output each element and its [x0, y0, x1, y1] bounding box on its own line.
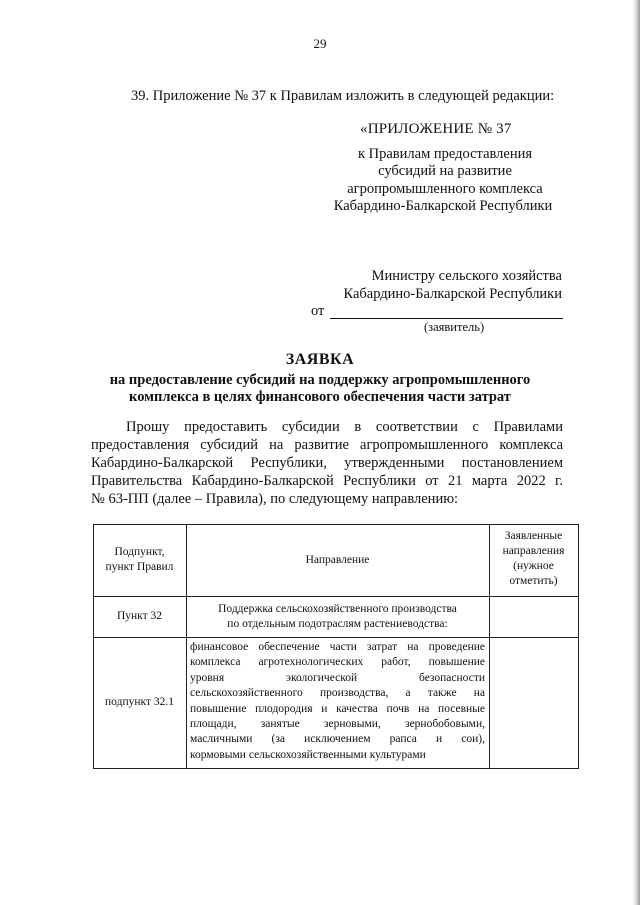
table-border — [93, 637, 579, 638]
table-cell-direction: Поддержка сельскохозяйственного производства по отдельным подотраслям растениеводства: — [218, 603, 457, 630]
table-border — [93, 524, 579, 525]
appendix-line: к Правилам предоставления — [357, 146, 533, 162]
intro-line: 39. Приложение № 37 к Правилам изложить в следующей редакции: — [131, 88, 555, 104]
page-number: 29 — [313, 36, 327, 51]
header-cell-clause: Подпункт, пункт Правил — [105, 546, 174, 573]
header-cell-direction: Направление — [305, 554, 370, 566]
header-cell-declared: Заявленные направления (нужное отметить) — [502, 530, 565, 587]
applicant-caption: (заявитель) — [424, 320, 485, 334]
paragraph-line: Правительства Кабардино-Балкарской Республики от 21 марта 2022 г. — [91, 473, 563, 489]
addressee-line: Кабардино-Балкарской Республики — [343, 286, 562, 302]
table-cell-direction: финансовое обеспечение части затрат на проведение комплекса агротехнологических работ, повышение уровня экологической безопасности сельскохозяйственного производства, а также на повышение плодородия и качества почв на посевные площади, занятые зерновыми, зернобобовыми, масличными (за исключением рапса и сои), кормовыми сельскохозяйственными культурами — [190, 641, 485, 761]
document-subtitle: на предоставление субсидий на поддержку агропромышленного — [109, 372, 531, 388]
table-border — [578, 524, 579, 769]
appendix-title: «ПРИЛОЖЕНИЕ № 37 — [360, 121, 512, 137]
paragraph-line: Кабардино-Балкарской Республики, утвержденными постановлением — [91, 455, 563, 471]
table-border — [93, 596, 579, 597]
from-label: от — [311, 303, 325, 319]
scan-edge-shadow — [632, 0, 640, 905]
paragraph-line: предоставления субсидий на развитие агропромышленного комплекса — [91, 437, 563, 453]
paragraph-line: Прошу предоставить субсидии в соответствии с Правилами — [126, 419, 563, 435]
applicant-blank-line — [330, 318, 563, 319]
document-title: ЗАЯВКА — [285, 351, 355, 368]
table-cell-clause: Пункт 32 — [116, 610, 163, 622]
directions-table — [93, 524, 579, 769]
paragraph-line: № 63-ПП (далее – Правила), по следующему направлению: — [91, 491, 459, 507]
table-border — [93, 768, 579, 769]
appendix-line: субсидий на развитие — [378, 163, 512, 179]
appendix-line: агропромышленного комплекса — [347, 181, 543, 197]
addressee-line: Министру сельского хозяйства — [371, 268, 562, 284]
document-subtitle: комплекса в целях финансового обеспечения части затрат — [129, 389, 511, 405]
table-cell-clause: подпункт 32.1 — [105, 696, 174, 708]
appendix-line: Кабардино-Балкарской Республики — [333, 198, 553, 214]
